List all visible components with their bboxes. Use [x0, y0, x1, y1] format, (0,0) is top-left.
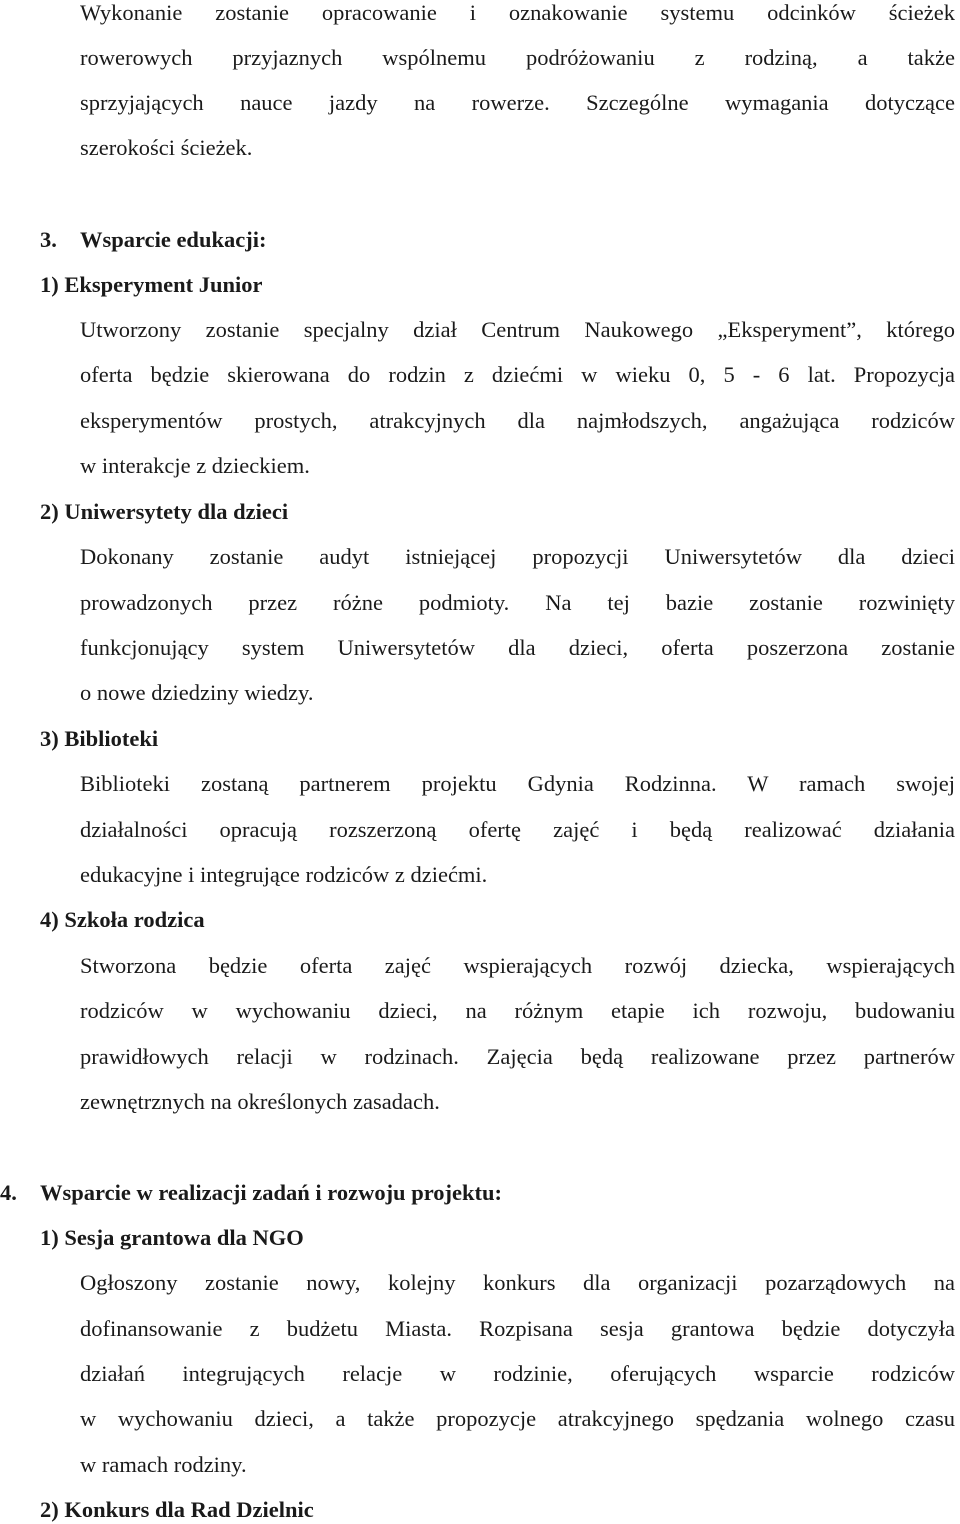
item-text-line: o nowe dziedziny wiedzy. — [80, 680, 314, 705]
item-text-line: eksperymentów prostych, atrakcyjnych dla najmłodszych, angażująca rodziców — [80, 408, 955, 433]
item-text-line: prowadzonych przez różne podmioty. Na tej bazie zostanie rozwinięty — [80, 590, 955, 615]
item-heading: 4) Szkoła rodzica — [40, 907, 205, 932]
item-text-line: funkcjonujący system Uniwersytetów dla dzieci, oferta poszerzona zostanie — [80, 635, 955, 660]
item-text-line: dofinansowanie z budżetu Miasta. Rozpisana sesja grantowa będzie dotyczyła — [80, 1316, 955, 1341]
item-text-line: w ramach rodziny. — [80, 1452, 247, 1477]
item-text-line: w interakcje z dzieckiem. — [80, 453, 310, 478]
item-heading: 2) Uniwersytety dla dzieci — [40, 499, 289, 524]
item-text-line: Dokonany zostanie audyt istniejącej propozycji Uniwersytetów dla dzieci — [80, 544, 955, 569]
item-heading: 3) Biblioteki — [40, 726, 159, 751]
item-text-line: edukacyjne i integrujące rodziców z dziećmi. — [80, 862, 488, 887]
item-heading: 1) Sesja grantowa dla NGO — [40, 1225, 304, 1250]
item-text-line: zewnętrznych na określonych zasadach. — [80, 1089, 440, 1114]
section-number: 3. — [40, 227, 57, 252]
section-title: Wsparcie w realizacji zadań i rozwoju projektu: — [40, 1180, 503, 1205]
intro-line: szerokości ścieżek. — [80, 135, 253, 160]
item-text-line: Stworzona będzie oferta zajęć wspierających rozwój dziecka, wspierających — [80, 953, 955, 978]
item-heading: 2) Konkurs dla Rad Dzielnic — [40, 1497, 314, 1522]
section-title: Wsparcie edukacji: — [80, 227, 267, 252]
item-text-line: Utworzony zostanie specjalny dział Centrum Naukowego „Eksperyment”, którego — [80, 317, 955, 342]
item-heading: 1) Eksperyment Junior — [40, 272, 263, 297]
item-text-line: Ogłoszony zostanie nowy, kolejny konkurs dla organizacji pozarządowych na — [80, 1270, 955, 1295]
item-text-line: działań integrujących relacje w rodzinie, oferujących wsparcie rodziców — [80, 1361, 955, 1386]
intro-line: Wykonanie zostanie opracowanie i oznakowanie systemu odcinków ścieżek — [80, 0, 955, 25]
item-text-line: rodziców w wychowaniu dzieci, na różnym etapie ich rozwoju, budowaniu — [80, 998, 955, 1023]
item-text-line: prawidłowych relacji w rodzinach. Zajęcia będą realizowane przez partnerów — [80, 1044, 955, 1069]
section-number: 4. — [0, 1180, 17, 1205]
item-text-line: w wychowaniu dzieci, a także propozycje atrakcyjnego spędzania wolnego czasu — [80, 1406, 955, 1431]
intro-line: rowerowych przyjaznych wspólnemu podróżowaniu z rodziną, a także — [80, 45, 955, 70]
item-text-line: oferta będzie skierowana do rodzin z dziećmi w wieku 0, 5 - 6 lat. Propozycja — [80, 362, 955, 387]
intro-line: sprzyjających nauce jazdy na rowerze. Szczególne wymagania dotyczące — [80, 90, 955, 115]
item-text-line: Biblioteki zostaną partnerem projektu Gdynia Rodzinna. W ramach swojej — [80, 771, 955, 796]
item-text-line: działalności opracują rozszerzoną ofertę zajęć i będą realizować działania — [80, 817, 955, 842]
